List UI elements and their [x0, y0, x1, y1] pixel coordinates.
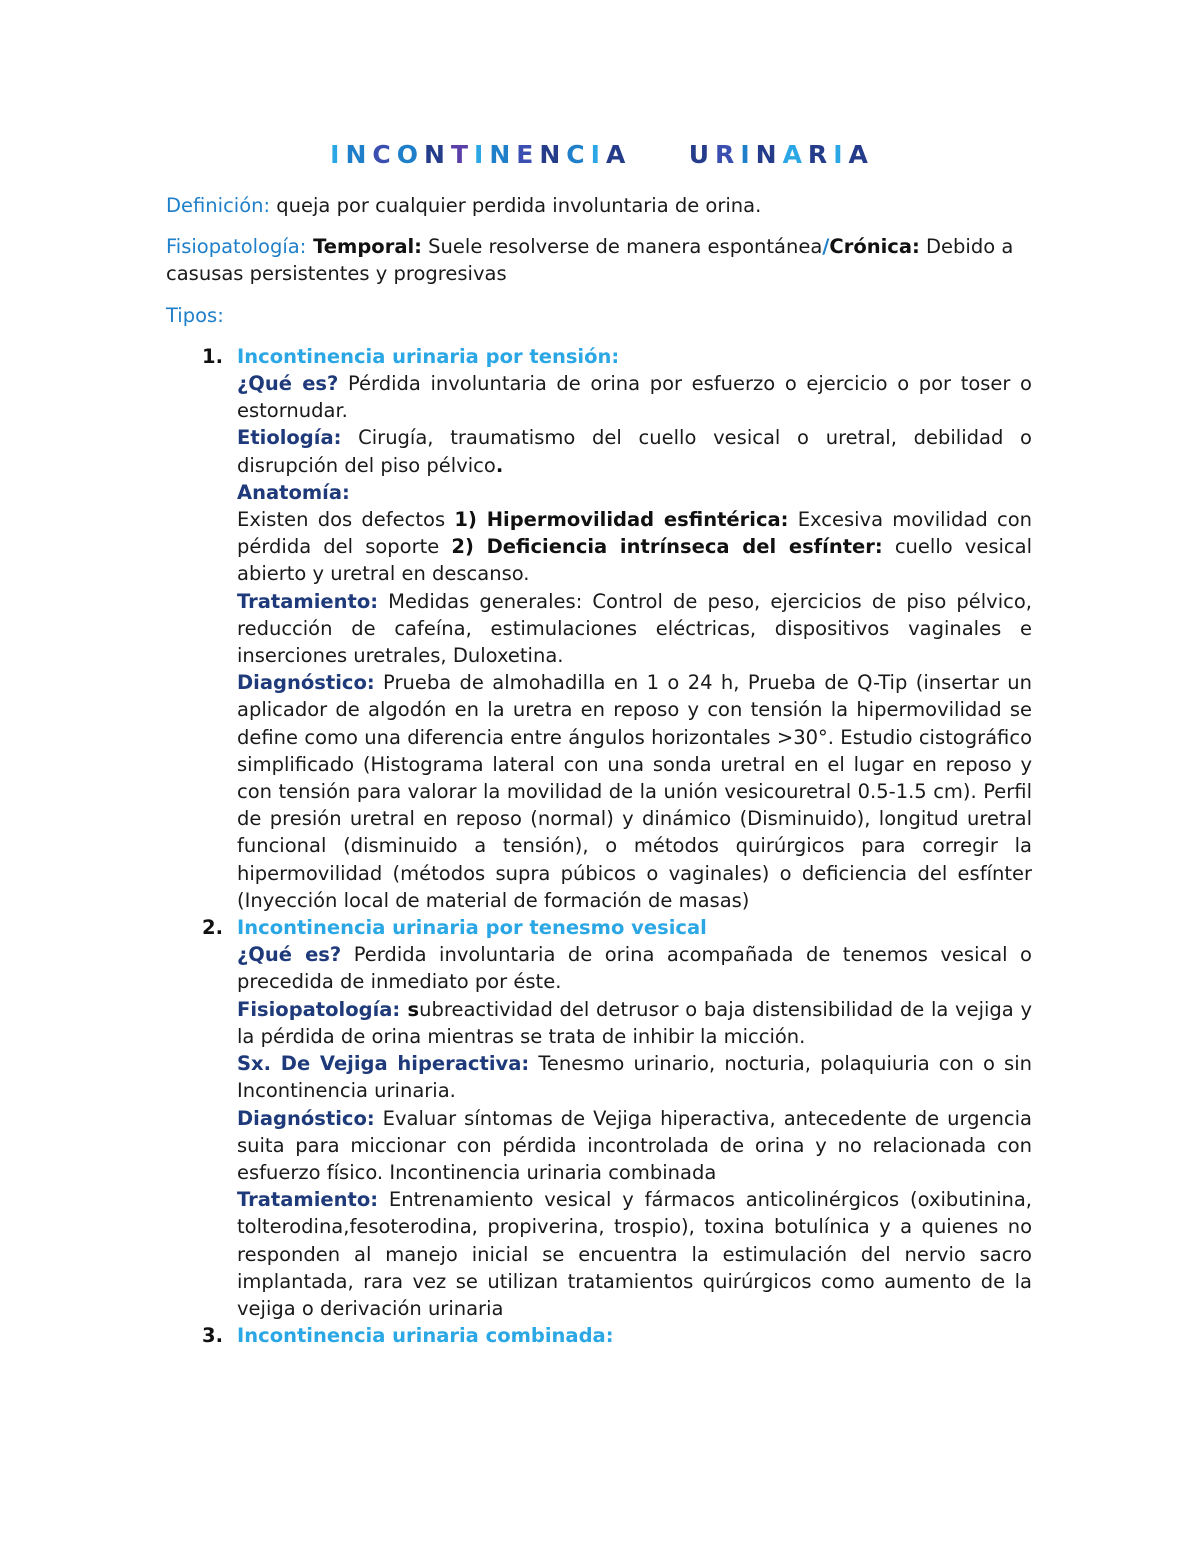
- anatomy-paragraph: [237, 506, 1032, 588]
- physiopathology-paragraph: [237, 996, 1032, 1050]
- physiopathology-text: ubreactividad del detrusor o baja distensibilidad de la vejiga y la pérdida de orina mientras se trata de inhibir la micción.: [237, 997, 1032, 1048]
- title-letter: I: [590, 140, 600, 169]
- list-number: 2.: [202, 916, 223, 940]
- diagnosis-text: Evaluar síntomas de Vejiga hiperactiva, antecedente de urgencia suita para miccionar con pérdida incontrolada de orina y no relacionada con esfuerzo físico. Incontinencia urinaria combinada: [237, 1106, 1032, 1184]
- item-heading: Incontinencia urinaria por tensión:: [237, 344, 620, 368]
- que-es-paragraph: [237, 370, 1032, 424]
- cronica-text: Debido a casusas persistentes y progresivas: [166, 235, 1014, 286]
- anatomy-defect-2-text: cuello vesical abierto y uretral en descanso.: [237, 535, 1032, 586]
- syndrome-text: Tenesmo urinario, nocturia, polaquiuria con o sin Incontinencia urinaria.: [237, 1052, 1032, 1103]
- types-heading: [166, 302, 1032, 329]
- list-number: 1.: [202, 344, 223, 368]
- title-letter: T: [450, 140, 468, 169]
- anatomy-defect-2: 2) Deficiencia intrínseca del esfínter:: [451, 535, 883, 559]
- anatomy-defect-1-text: Excesiva movilidad con pérdida del soporte: [237, 508, 1032, 559]
- treatment-text: Medidas generales: Control de peso, ejercicios de piso pélvico, reducción de cafeína, estimulaciones eléctricas, dispositivos vaginales e inserciones uretrales, Duloxetina.: [237, 589, 1032, 668]
- que-es-label: ¿Qué es?: [237, 372, 339, 396]
- title-letter: N: [489, 140, 511, 169]
- treatment-label: Tratamiento:: [237, 589, 379, 613]
- que-es-text: Pérdida involuntaria de orina por esfuerzo o ejercicio o por toser o estornudar.: [237, 372, 1032, 423]
- list-item: [166, 914, 1032, 1322]
- etiology-period: .: [495, 453, 504, 477]
- cronica-label: Crónica:: [829, 235, 920, 259]
- physiopathology-label: Fisiopatología:: [237, 997, 401, 1021]
- syndrome-paragraph: [237, 1050, 1032, 1104]
- syndrome-label: Sx. De Vejiga hiperactiva:: [237, 1052, 530, 1076]
- title-letter: N: [345, 140, 367, 169]
- page-title: [166, 138, 1032, 172]
- que-es-text: Perdida involuntaria de orina acompañada de tenemos vesical o precedida de inmediato por éste.: [237, 943, 1032, 994]
- diagnosis-text: Prueba de almohadilla en 1 o 24 h, Prueba de Q-Tip (insertar un aplicador de algodón en la uretra en reposo y con tensión la hipermovilidad se define como una diferencia entre ángulos horizontales >30°. Estudio cistográfico simplificado (Histograma lateral con una sonda uretral en el lugar en reposo y con tensión para valorar la movilidad de la unión vesicouretral 0.5-1.5 cm). Perfil de presión uretral en reposo (normal) y dinámico (Disminuido), longitud uretral funcional (disminuido a tensión), o métodos quirúrgicos para corregir la hipermovilidad (métodos supra púbicos o vaginales) o deficiencia del esfínter (Inyección local de material de formación de masas): [237, 671, 1032, 912]
- title-letter: O: [396, 140, 418, 169]
- definition-text: queja por cualquier perdida involuntaria de orina.: [270, 194, 762, 217]
- types-label: Tipos:: [166, 303, 224, 327]
- title-letter: N: [539, 140, 561, 169]
- document-page: [166, 138, 1032, 1349]
- item-heading: Incontinencia urinaria por tenesmo vesical: [237, 916, 707, 940]
- anatomy-label: Anatomía:: [237, 480, 350, 504]
- title-letter: I: [474, 140, 484, 169]
- diagnosis-paragraph: [237, 669, 1032, 914]
- etiology-text: Cirugía, traumatismo del cuello vesical o uretral, debilidad o disrupción del piso pélvico: [237, 426, 1032, 477]
- physiopathology-paragraph: [166, 233, 1032, 287]
- anatomy-heading: [237, 479, 1032, 506]
- title-letter: C: [372, 140, 391, 169]
- title-letter: E: [516, 140, 534, 169]
- list-item: [166, 1322, 1032, 1349]
- title-letter: I: [833, 140, 843, 169]
- etiology-paragraph: [237, 424, 1032, 478]
- treatment-label: Tratamiento:: [237, 1188, 379, 1212]
- diagnosis-label: Diagnóstico:: [237, 1106, 375, 1130]
- temporal-label: Temporal:: [306, 235, 422, 259]
- item-heading: Incontinencia urinaria combinada:: [237, 1324, 614, 1348]
- title-letter: R: [807, 140, 828, 169]
- slash-separator: /: [822, 235, 830, 259]
- title-letter: I: [740, 140, 750, 169]
- title-letter: R: [715, 140, 735, 169]
- title-letter: A: [848, 140, 868, 169]
- title-letter: C: [566, 140, 585, 169]
- list-item: [166, 343, 1032, 914]
- title-letter: I: [330, 140, 340, 169]
- title-letter: U: [688, 140, 710, 169]
- physiopathology-initial: s: [400, 997, 420, 1021]
- list-number: 3.: [202, 1324, 223, 1348]
- definition-label: Definición:: [166, 194, 271, 217]
- diagnosis-paragraph: [237, 1105, 1032, 1187]
- title-letter: A: [605, 140, 626, 169]
- que-es-paragraph: [237, 941, 1032, 995]
- physiopathology-label: Fisiopatología:: [166, 235, 307, 259]
- title-letter: N: [755, 140, 777, 169]
- temporal-text: Suele resolverse de manera espontánea: [421, 235, 823, 259]
- anatomy-defect-1: 1) Hipermovilidad esfintérica:: [454, 508, 789, 532]
- treatment-paragraph: [237, 1186, 1032, 1322]
- definition-paragraph: [166, 192, 1032, 219]
- title-letter: N: [424, 140, 445, 169]
- title-letter: A: [782, 140, 802, 169]
- etiology-label: Etiología:: [237, 426, 342, 450]
- que-es-label: ¿Qué es?: [237, 943, 342, 967]
- treatment-paragraph: [237, 588, 1032, 670]
- treatment-text: Entrenamiento vesical y fármacos anticolinérgicos (oxibutinina, tolterodina,fesoterodina, propiverina, trospio), toxina botulínica y a quienes no responden al manejo inicial se encuentra la estimulación del nervio sacro implantada, rara vez se utilizan tratamientos quirúrgicos como aumento de la vejiga o derivación urinaria: [237, 1188, 1032, 1320]
- diagnosis-label: Diagnóstico:: [237, 671, 375, 695]
- anatomy-intro: Existen dos defectos: [237, 508, 455, 532]
